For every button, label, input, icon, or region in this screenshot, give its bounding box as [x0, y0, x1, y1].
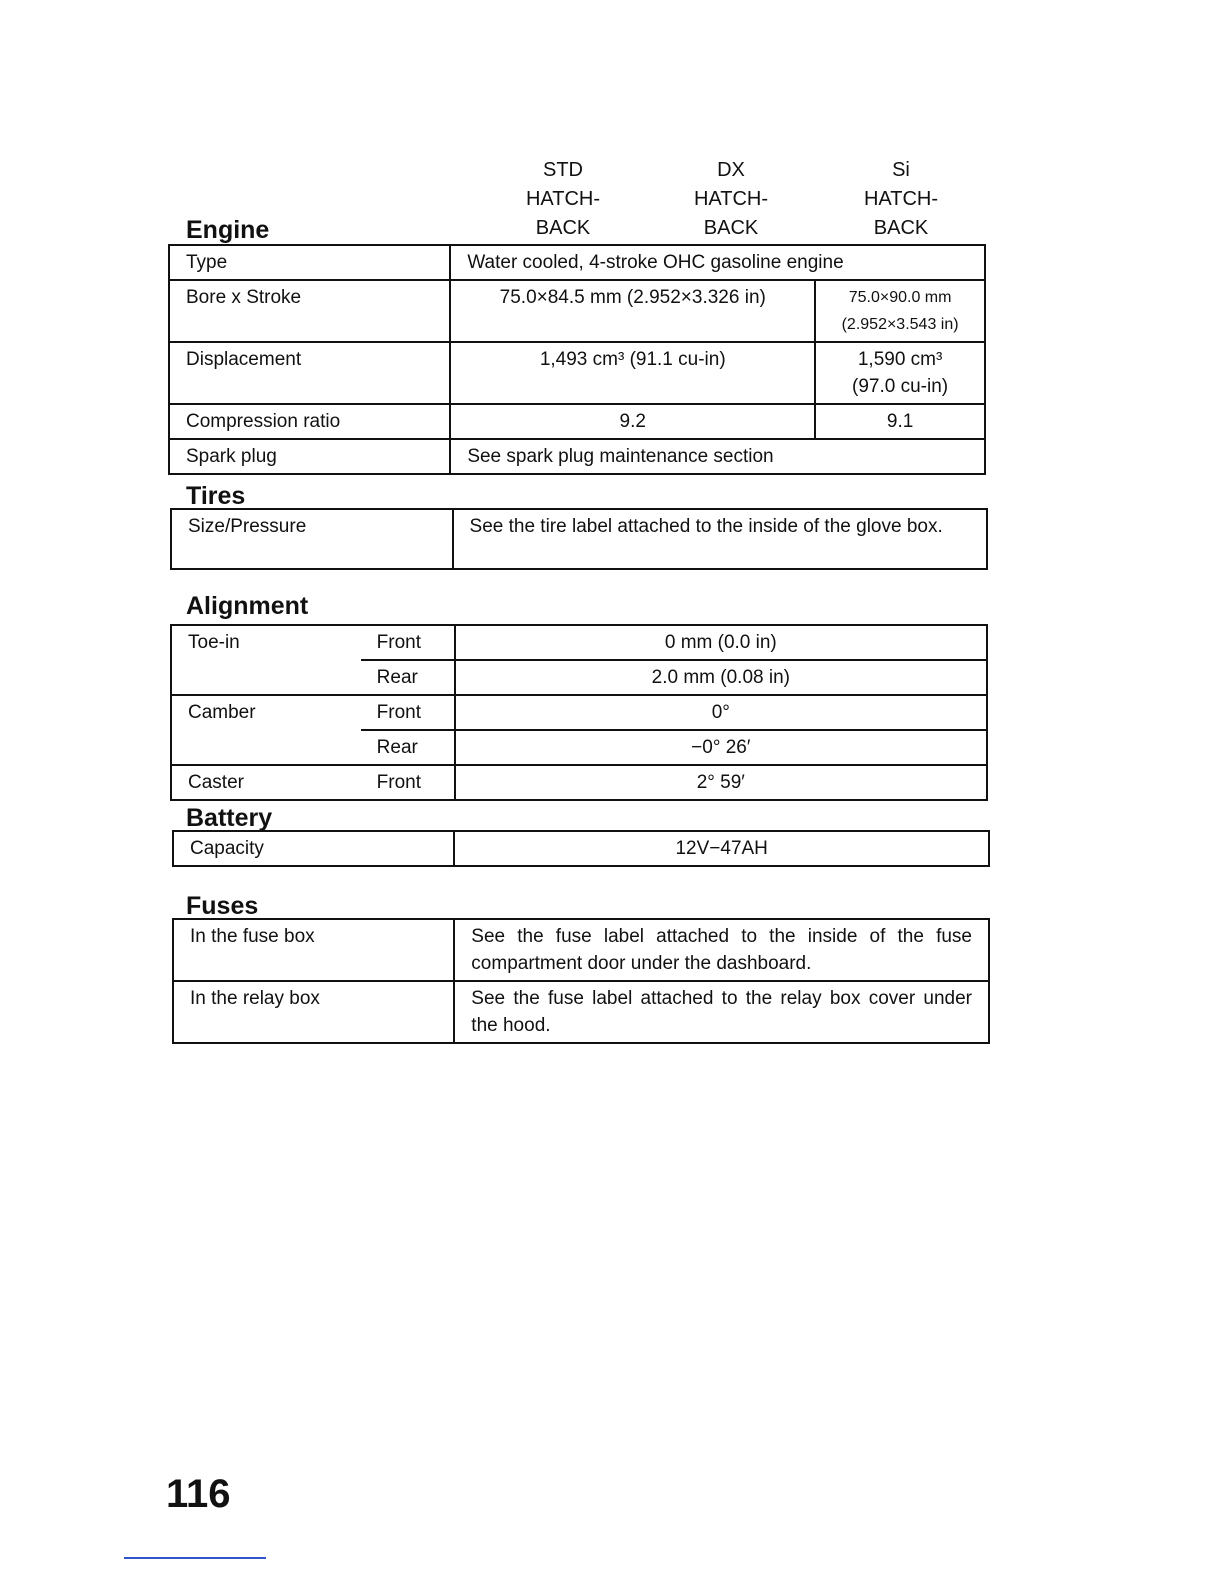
fuse-box-value: See the fuse label attached to the inside of the fuse compartment door under the dashboard.	[454, 919, 989, 981]
bore-stroke-std-dx: 75.0×84.5 mm (2.952×3.326 in)	[450, 280, 815, 342]
table-row	[171, 695, 987, 730]
displacement-std-dx: 1,493 cm³ (91.1 cu-in)	[450, 342, 815, 404]
column-header-line: HATCH-	[525, 188, 601, 210]
bottom-rule	[124, 1557, 266, 1559]
fuses-table	[172, 918, 990, 1044]
table-row	[171, 509, 987, 569]
column-header-line: HATCH-	[863, 188, 939, 210]
camber-rear-label: Rear	[361, 730, 455, 765]
caster-label: Caster	[171, 765, 361, 800]
compression-label: Compression ratio	[169, 404, 450, 439]
column-header-line: DX	[717, 159, 745, 181]
type-label: Type	[169, 245, 450, 280]
table-row	[171, 660, 987, 695]
toe-in-rear-value: 2.0 mm (0.08 in)	[455, 660, 987, 695]
column-header-line: Si	[892, 159, 910, 181]
battery-section-title: Battery	[186, 804, 273, 832]
empty-cell	[171, 730, 361, 765]
table-row	[171, 765, 987, 800]
spark-plug-value: See spark plug maintenance section	[450, 439, 985, 474]
displacement-si-line2: (97.0 cu-in)	[852, 376, 949, 397]
camber-front-label: Front	[361, 695, 455, 730]
size-pressure-value: See the tire label attached to the inside of the glove box.	[453, 509, 987, 569]
table-row	[169, 439, 985, 474]
capacity-value: 12V−47AH	[454, 831, 989, 866]
table-row	[171, 730, 987, 765]
table-row	[173, 831, 989, 866]
column-header-line: BACK	[535, 217, 591, 239]
displacement-si-line1: 1,590 cm³	[857, 349, 943, 370]
engine-table	[168, 244, 986, 475]
compression-si: 9.1	[815, 404, 985, 439]
battery-table	[172, 830, 990, 867]
toe-in-front-label: Front	[361, 625, 455, 660]
capacity-label: Capacity	[173, 831, 454, 866]
bore-stroke-label: Bore x Stroke	[169, 280, 450, 342]
tires-section-title: Tires	[186, 482, 246, 510]
column-header-line: STD	[543, 159, 583, 181]
fuses-section-title: Fuses	[186, 892, 259, 920]
type-value: Water cooled, 4-stroke OHC gasoline engine	[450, 245, 985, 280]
relay-box-label: In the relay box	[173, 981, 454, 1043]
table-row	[173, 981, 989, 1043]
displacement-label: Displacement	[169, 342, 450, 404]
table-row	[169, 280, 985, 342]
toe-in-front-value: 0 mm (0.0 in)	[455, 625, 987, 660]
fuse-box-label: In the fuse box	[173, 919, 454, 981]
column-header-line: HATCH-	[693, 188, 769, 210]
alignment-table	[170, 624, 988, 801]
page-number: 116	[166, 1472, 231, 1516]
bore-stroke-si-line1: 75.0×90.0 mm	[848, 289, 952, 306]
camber-front-value: 0°	[455, 695, 987, 730]
spark-plug-label: Spark plug	[169, 439, 450, 474]
caster-front-value: 2° 59′	[455, 765, 987, 800]
camber-rear-value: −0° 26′	[455, 730, 987, 765]
bore-stroke-si-line2: (2.952×3.543 in)	[841, 316, 959, 333]
caster-front-label: Front	[361, 765, 455, 800]
compression-std-dx: 9.2	[450, 404, 815, 439]
column-header-dx	[671, 156, 791, 243]
column-header-line: BACK	[703, 217, 759, 239]
table-row	[173, 919, 989, 981]
size-pressure-label: Size/Pressure	[171, 509, 453, 569]
table-row	[169, 245, 985, 280]
table-row	[169, 342, 985, 404]
toe-in-rear-label: Rear	[361, 660, 455, 695]
toe-in-label: Toe-in	[171, 625, 361, 660]
relay-box-value: See the fuse label attached to the relay box cover under the hood.	[454, 981, 989, 1043]
tires-table	[170, 508, 988, 570]
column-header-si	[841, 156, 961, 243]
camber-label: Camber	[171, 695, 361, 730]
table-row	[171, 625, 987, 660]
empty-cell	[171, 660, 361, 695]
column-header-std	[503, 156, 623, 243]
displacement-si	[815, 342, 985, 404]
table-row	[169, 404, 985, 439]
engine-section-title: Engine	[186, 216, 270, 244]
alignment-section-title: Alignment	[186, 592, 309, 620]
column-header-line: BACK	[873, 217, 929, 239]
bore-stroke-si	[815, 280, 985, 342]
